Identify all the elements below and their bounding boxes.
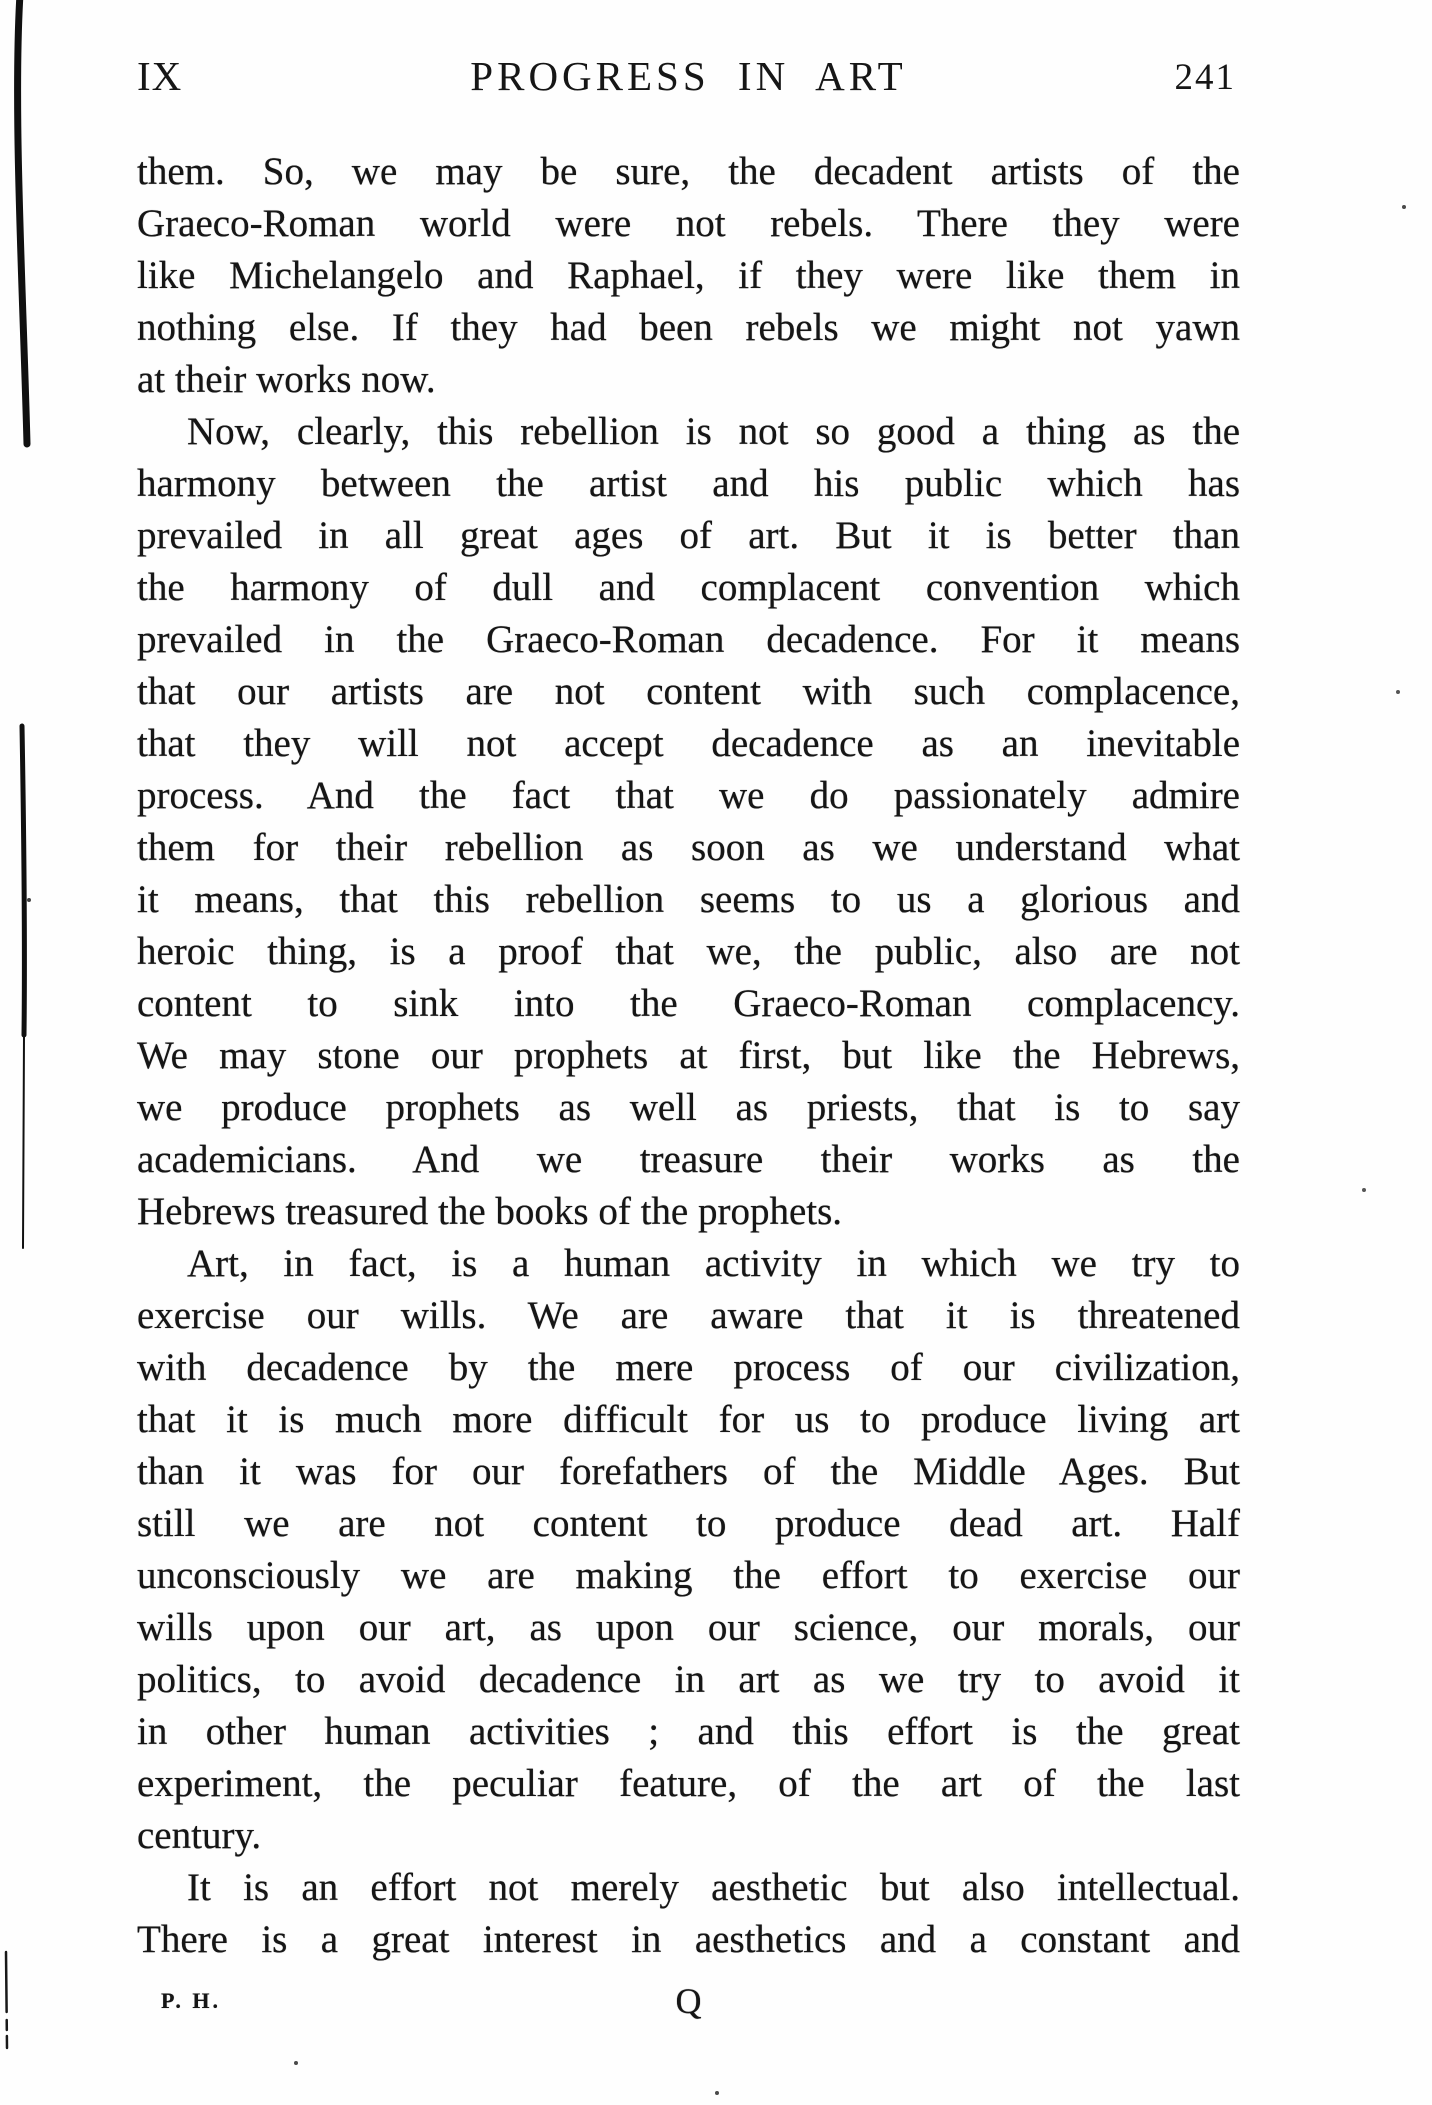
text-line: it means, that this rebellion seems to us a glorious and xyxy=(137,878,1240,921)
text-line: we produce prophets as well as priests, that is to say xyxy=(137,1086,1240,1129)
gutter-curve-top xyxy=(18,0,27,444)
text-line: academicians. And we treasure their works as the xyxy=(137,1138,1240,1181)
ink-speck xyxy=(294,2061,298,2065)
gutter-line-middle-thick xyxy=(22,726,24,1035)
printer-initials: P. H. xyxy=(161,1988,222,2013)
text-line: It is an effort not merely aesthetic but also intellectual. xyxy=(187,1866,1240,1909)
text-line: that they will not accept decadence as an inevitable xyxy=(137,722,1240,765)
running-head xyxy=(137,52,1240,108)
paragraph xyxy=(137,146,1240,406)
page-number: 241 xyxy=(1174,57,1236,98)
text-line: We may stone our prophets at first, but like the Hebrews, xyxy=(137,1034,1240,1077)
text-line: harmony between the artist and his public which has xyxy=(137,462,1240,505)
text-line: heroic thing, is a proof that we, the public, also are not xyxy=(137,930,1240,973)
text-line: like Michelangelo and Raphael, if they were like them in xyxy=(137,254,1240,297)
paragraph xyxy=(137,1862,1240,1966)
text-line: century. xyxy=(137,1814,262,1857)
text-line: still we are not content to produce dead art. Half xyxy=(137,1502,1240,1545)
text-line: them for their rebellion as soon as we understand what xyxy=(137,826,1240,869)
text-block xyxy=(137,52,1240,2040)
ink-speck xyxy=(1362,1188,1366,1192)
ink-speck xyxy=(27,898,31,902)
chapter-number: IX xyxy=(137,53,183,99)
text-line: them. So, we may be sure, the decadent artists of the xyxy=(137,150,1240,193)
ink-speck xyxy=(1396,690,1400,694)
text-line: with decadence by the mere process of our civilization, xyxy=(137,1346,1240,1389)
paragraph xyxy=(137,1238,1240,1862)
text-line: in other human activities ; and this effort is the great xyxy=(137,1710,1240,1753)
text-line: experiment, the peculiar feature, of the art of the last xyxy=(137,1762,1240,1805)
text-line: There is a great interest in aesthetics and a constant and xyxy=(137,1918,1240,1961)
paragraph xyxy=(137,406,1240,1238)
text-line: Art, in fact, is a human activity in which we try to xyxy=(187,1242,1240,1285)
page-body xyxy=(137,146,1240,1966)
gutter-line-middle-thin xyxy=(23,1035,24,1248)
gutter-line-bottom xyxy=(6,1952,7,2048)
text-line: that our artists are not content with such complacence, xyxy=(137,670,1240,713)
text-line: exercise our wills. We are aware that it is threatened xyxy=(137,1294,1240,1337)
signature-mark: Q xyxy=(675,1981,702,2021)
text-line: nothing else. If they had been rebels we might not yawn xyxy=(137,306,1240,349)
text-line: politics, to avoid decadence in art as we try to avoid it xyxy=(137,1658,1240,1701)
ink-speck xyxy=(715,2091,719,2095)
text-line: prevailed in all great ages of art. But it is better than xyxy=(137,514,1240,557)
text-line: Hebrews treasured the books of the prophets. xyxy=(137,1190,843,1233)
ink-speck xyxy=(1402,205,1406,209)
text-line: wills upon our art, as upon our science, our morals, our xyxy=(137,1606,1240,1649)
text-line: the harmony of dull and complacent convention which xyxy=(137,566,1240,609)
page-title: PROGRESS IN ART xyxy=(470,53,907,99)
page-footer xyxy=(137,1980,1240,2040)
text-line: process. And the fact that we do passionately admire xyxy=(137,774,1240,817)
text-line: at their works now. xyxy=(137,358,436,401)
text-line: unconsciously we are making the effort to exercise our xyxy=(137,1554,1240,1597)
text-line: prevailed in the Graeco-Roman decadence. For it means xyxy=(137,618,1240,661)
text-line: that it is much more difficult for us to produce living art xyxy=(137,1398,1240,1441)
text-line: than it was for our forefathers of the Middle Ages. But xyxy=(137,1450,1240,1493)
text-line: content to sink into the Graeco-Roman complacency. xyxy=(137,982,1240,1025)
text-line: Now, clearly, this rebellion is not so good a thing as the xyxy=(187,410,1240,453)
text-line: Graeco-Roman world were not rebels. There they were xyxy=(137,202,1240,245)
